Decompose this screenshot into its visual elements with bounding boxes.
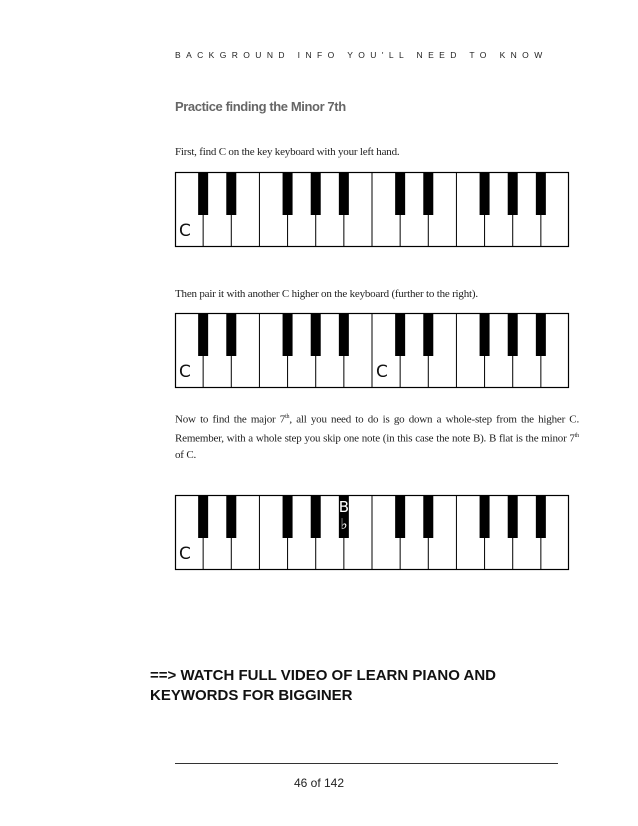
black-key bbox=[508, 313, 518, 356]
black-key bbox=[480, 313, 490, 356]
black-key bbox=[226, 172, 236, 215]
keyboard-2 bbox=[175, 313, 569, 388]
keyboard-3 bbox=[175, 495, 569, 570]
black-key bbox=[311, 313, 321, 356]
key-label-c: C bbox=[179, 221, 191, 241]
black-key bbox=[311, 495, 321, 538]
footer-divider bbox=[175, 763, 558, 764]
black-key bbox=[395, 495, 405, 538]
black-key bbox=[536, 172, 546, 215]
black-key bbox=[480, 495, 490, 538]
black-key bbox=[226, 313, 236, 356]
black-key bbox=[283, 172, 293, 215]
black-key bbox=[226, 495, 236, 538]
step-3-text-c: of C. bbox=[175, 449, 197, 462]
keyboard-1 bbox=[175, 172, 569, 247]
key-label-flat: ♭ bbox=[340, 515, 348, 533]
key-label-b: B bbox=[338, 498, 350, 516]
page-number: 46 of 142 bbox=[293, 776, 345, 790]
black-key bbox=[423, 313, 433, 356]
black-key bbox=[198, 495, 208, 538]
keyboard-3-graphic bbox=[175, 495, 569, 570]
key-label-c: C bbox=[376, 362, 388, 382]
black-key bbox=[198, 172, 208, 215]
black-key bbox=[395, 172, 405, 215]
black-key bbox=[198, 313, 208, 356]
keyboard-1-graphic bbox=[175, 172, 569, 247]
black-key bbox=[283, 495, 293, 538]
black-key bbox=[508, 495, 518, 538]
key-label-c: C bbox=[179, 362, 191, 382]
step-3-sup-a: th bbox=[285, 414, 290, 420]
step-3-text-b: , all you need to do is go down a whole-step from the higher C. Remember, with a whole step you skip one note (in this case the note B). B flat is the minor 7 bbox=[175, 413, 579, 445]
black-key bbox=[536, 313, 546, 356]
step-3-text-a: Now to find the major 7 bbox=[175, 413, 286, 426]
section-title: Practice finding the Minor 7th bbox=[175, 99, 346, 114]
black-key bbox=[283, 313, 293, 356]
keyboard-2-graphic bbox=[175, 313, 569, 388]
step-1-instruction: First, find C on the key keyboard with your left hand. bbox=[175, 146, 400, 158]
running-header: BACKGROUND INFO YOU'LL NEED TO KNOW bbox=[175, 50, 548, 60]
black-key bbox=[423, 172, 433, 215]
watch-video-line-2: KEYWORDS FOR BIGGINER bbox=[150, 687, 353, 704]
black-key bbox=[508, 172, 518, 215]
black-key bbox=[311, 172, 321, 215]
black-key bbox=[423, 495, 433, 538]
black-key bbox=[536, 495, 546, 538]
black-key bbox=[395, 313, 405, 356]
step-2-instruction: Then pair it with another C higher on the keyboard (further to the right). bbox=[175, 288, 478, 300]
watch-video-line-1: ==> WATCH FULL VIDEO OF LEARN PIANO AND bbox=[150, 667, 496, 684]
watch-video-link[interactable] bbox=[150, 666, 550, 706]
black-key bbox=[339, 313, 349, 356]
step-3-sup-b: th bbox=[574, 433, 579, 440]
black-key bbox=[480, 172, 490, 215]
step-3-instruction bbox=[175, 409, 579, 464]
key-label-c: C bbox=[179, 544, 191, 564]
black-key bbox=[339, 172, 349, 215]
